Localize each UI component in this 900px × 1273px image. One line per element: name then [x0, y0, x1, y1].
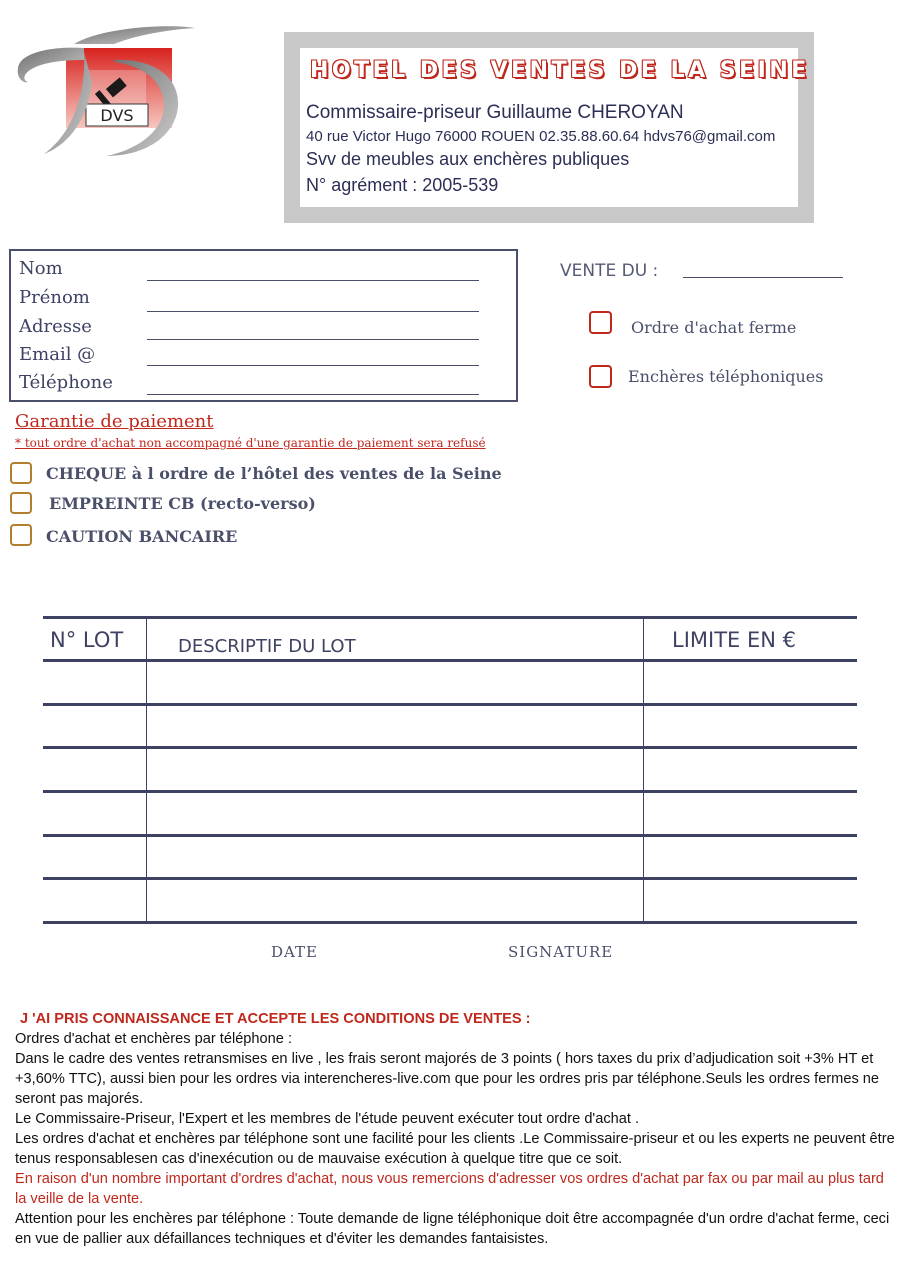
hotel-title: HOTEL DES VENTES DE LA SEINE [310, 58, 810, 83]
hdvs-logo [14, 22, 199, 162]
prenom-label: Prénom [19, 287, 90, 308]
identity-box [9, 249, 518, 402]
empreinte-cb-checkbox[interactable] [10, 492, 32, 514]
table-rule [43, 921, 857, 924]
table-rule [43, 616, 857, 619]
email-field[interactable] [147, 365, 479, 366]
col-header-lot: N° LOT [50, 628, 124, 652]
telephone-label: Téléphone [19, 372, 113, 393]
table-rule [43, 790, 857, 793]
conditions-paragraph: Dans le cadre des ventes retransmises en live , les frais seront majorés de 3 points ( hors taxes du prix d’adjudication soit +3% HT et +3,60% TTC), aussi bien pour les ordres via interencheres-live.com que pour les ordres pris par téléphone.Seuls les ordres fermes ne seront pas majorés. [15, 1051, 880, 1107]
cheque-label: CHEQUE à l ordre de l’hôtel des ventes de la Seine [46, 464, 502, 483]
vente-du-label: VENTE DU : [560, 261, 659, 281]
prenom-field[interactable] [147, 311, 479, 312]
caution-label: CAUTION BANCAIRE [46, 527, 238, 546]
auctioneer-name: Commissaire-priseur Guillaume CHEROYAN [306, 102, 684, 123]
conditions-paragraph: Les ordres d'achat et enchères par téléphone sont une facilité pour les clients .Le Commissaire-priseur et ou les experts ne peuvent être tenus responsablesen cas d'inexécution ou de mauvaise exécution à quelque titre que ce soit. [15, 1131, 895, 1167]
col-header-desc: DESCRIPTIF DU LOT [178, 636, 356, 657]
adresse-label: Adresse [19, 316, 92, 337]
conditions-block [15, 1009, 895, 1249]
col-header-limit: LIMITE EN € [672, 628, 796, 652]
approval-number: N° agrément : 2005-539 [306, 175, 499, 195]
contact-info: 40 rue Victor Hugo 76000 ROUEN 02.35.88.60.64 hdvs76@gmail.com [306, 128, 776, 145]
lot-cell[interactable] [44, 662, 145, 702]
garantie-note: * tout ordre d'achat non accompagné d'une garantie de paiement sera refusé [15, 436, 486, 450]
conditions-title: J 'AI PRIS CONNAISSANCE ET ACCEPTE LES CONDITIONS DE VENTES : [20, 1011, 531, 1027]
cheque-checkbox[interactable] [10, 462, 32, 484]
ordre-achat-label: Ordre d'achat ferme [631, 318, 797, 337]
vente-date-field[interactable] [683, 277, 843, 278]
telephone-field[interactable] [147, 394, 479, 395]
table-rule [43, 834, 857, 837]
encheres-tel-label: Enchères téléphoniques [628, 367, 824, 386]
encheres-tel-checkbox[interactable] [589, 365, 612, 388]
signature-label: SIGNATURE [508, 943, 614, 961]
table-col-divider [146, 618, 147, 922]
table-col-divider [643, 618, 644, 922]
header-card [300, 48, 810, 207]
nom-label: Nom [19, 258, 63, 279]
desc-cell[interactable] [148, 662, 642, 702]
conditions-paragraph: Ordres d'achat et enchères par téléphone : [15, 1031, 292, 1047]
caution-checkbox[interactable] [10, 524, 32, 546]
logo-text: DVS [100, 106, 134, 125]
table-rule [43, 877, 857, 880]
table-rule [43, 703, 857, 706]
limit-cell[interactable] [645, 662, 856, 702]
ordre-achat-checkbox[interactable] [589, 311, 612, 334]
garantie-title: Garantie de paiement [15, 411, 214, 432]
header-frame [284, 32, 814, 223]
nom-field[interactable] [147, 280, 479, 281]
conditions-paragraph: Le Commissaire-Priseur, l'Expert et les membres de l'étude peuvent exécuter tout ordre d'achat . [15, 1111, 640, 1127]
empreinte-cb-label: EMPREINTE CB (recto-verso) [49, 494, 316, 513]
email-label: Email @ [19, 344, 96, 365]
date-label: DATE [271, 943, 318, 961]
table-rule [43, 746, 857, 749]
adresse-field[interactable] [147, 339, 479, 340]
conditions-notice: En raison d'un nombre important d'ordres d'achat, nous vous remercions d'adresser vos ordres d'achat par fax ou par mail au plus tard la veille de la vente. [15, 1171, 884, 1207]
conditions-paragraph: Attention pour les enchères par téléphone : Toute demande de ligne téléphonique doit être accompagnée d'un ordre d'achat ferme, ceci en vue de pallier aux défaillances techniques et d'éviter les demandes fantaisistes. [15, 1211, 890, 1247]
company-description: Svv de meubles aux enchères publiques [306, 149, 630, 169]
